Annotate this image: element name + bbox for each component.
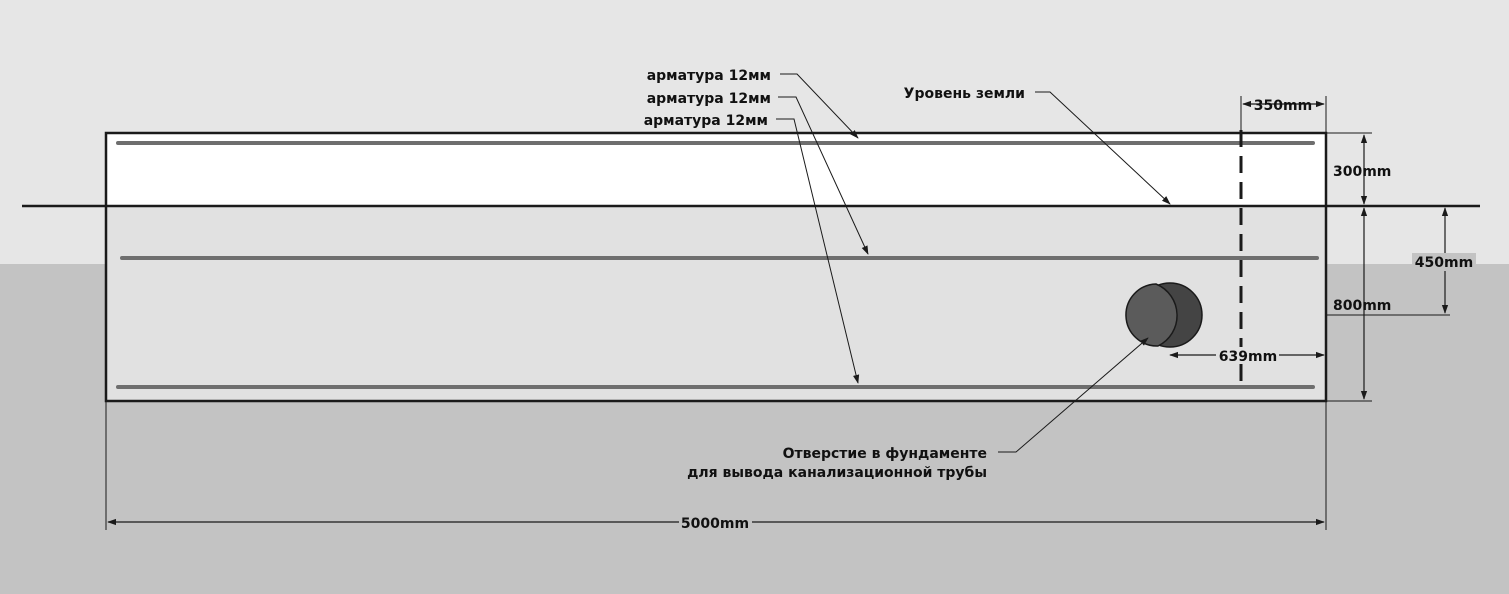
hole-label-line-1: Отверстие в фундаменте [782,446,987,462]
dim-800-label: 800mm [1333,298,1392,314]
ground-level-label: Уровень земли [903,86,1025,102]
rebar-label-1: арматура 12мм [646,68,771,84]
dim-350-label: 350mm [1253,98,1313,114]
dim-5000-label: 5000mm [680,516,750,532]
hole-label-line-2: для вывода канализационной трубы [687,465,987,481]
rebar-label-2: арматура 12мм [646,91,771,107]
dim-300-label: 300mm [1333,164,1392,180]
rebar-label-3: арматура 12мм [643,113,768,129]
dim-639-label: 639mm [1218,349,1278,365]
dim-450-label: 450mm [1414,255,1474,271]
